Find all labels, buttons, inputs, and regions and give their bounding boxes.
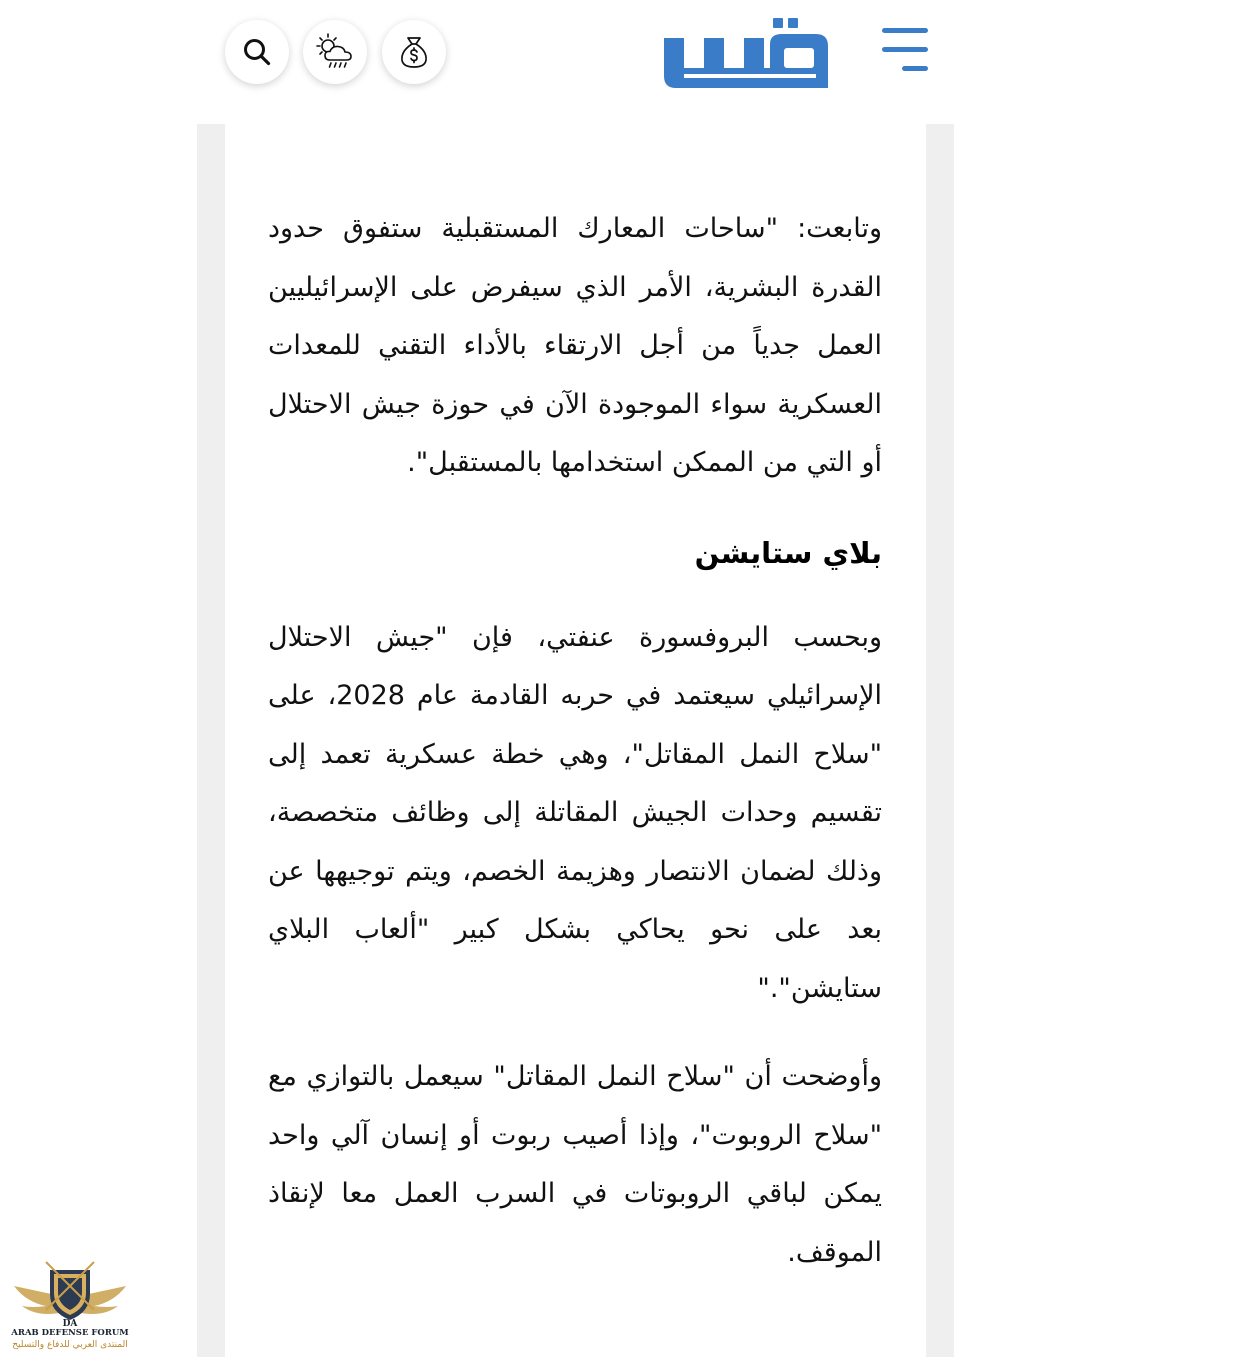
shield-wings-logo <box>6 1258 134 1328</box>
article-paragraph: وبحسب البروفسورة عنفتي، فإن "جيش الاحتلال الإسرائيلي سيعتمد في حربه القادمة عام 2028، على "سلاح النمل المقاتل"، وهي خطة عسكرية تعمد إلى تقسيم وحدات الجيش المقاتلة إلى وظائف متخصصة، وذلك لضمان الانتصار وهزيمة الخصم، ويتم توجيهها عن بعد على نحو يحاكي بشكل كبير "ألعاب البلاي ستايشن"." <box>268 621 882 1004</box>
search-icon <box>242 37 272 67</box>
search-button[interactable] <box>225 20 289 84</box>
logo-graphic <box>660 18 830 90</box>
hamburger-menu-button[interactable] <box>878 26 930 76</box>
currency-button[interactable] <box>382 20 446 84</box>
weather-sun-cloud-rain-icon <box>313 32 357 72</box>
article-paragraph: وأوضحت أن "سلاح النمل المقاتل" سيعمل بالتوازي مع "سلاح الروبوت"، وإذا أصيب ربوت أو إنسان آلي واحد يمكن لباقي الروبوتات في السرب العمل معا لإنقاذ الموقف. <box>268 1061 882 1268</box>
content-gutter-right <box>926 124 954 1357</box>
watermark-badge: DA <box>62 1319 78 1328</box>
menu-line-middle <box>882 47 928 52</box>
menu-line-bottom <box>902 66 928 71</box>
article-paragraph: وتابعت: "ساحات المعارك المستقبلية ستفوق حدود القدرة البشرية، الأمر الذي سيفرض على الإسرائيليين العمل جدياً من أجل الارتقاء بالأداء التقني للمعدات العسكرية سواء الموجودة الآن في حوزة جيش الاحتلال أو التي من الممكن استخدامها بالمستقبل". <box>268 213 882 478</box>
article-body <box>268 200 882 1282</box>
menu-line-top <box>882 28 928 33</box>
watermark-title: ARAB DEFENSE FORUM <box>11 1328 129 1338</box>
watermark-subtitle: المنتدى العربي للدفاع والتسليح <box>12 1340 128 1350</box>
weather-button[interactable] <box>303 20 367 84</box>
article-subheading: بلاي ستايشن <box>694 535 882 570</box>
content-gutter-left <box>197 124 225 1357</box>
forum-watermark <box>6 1258 134 1354</box>
money-bag-icon <box>397 34 431 70</box>
site-header <box>0 0 1242 124</box>
site-logo[interactable] <box>660 18 830 90</box>
